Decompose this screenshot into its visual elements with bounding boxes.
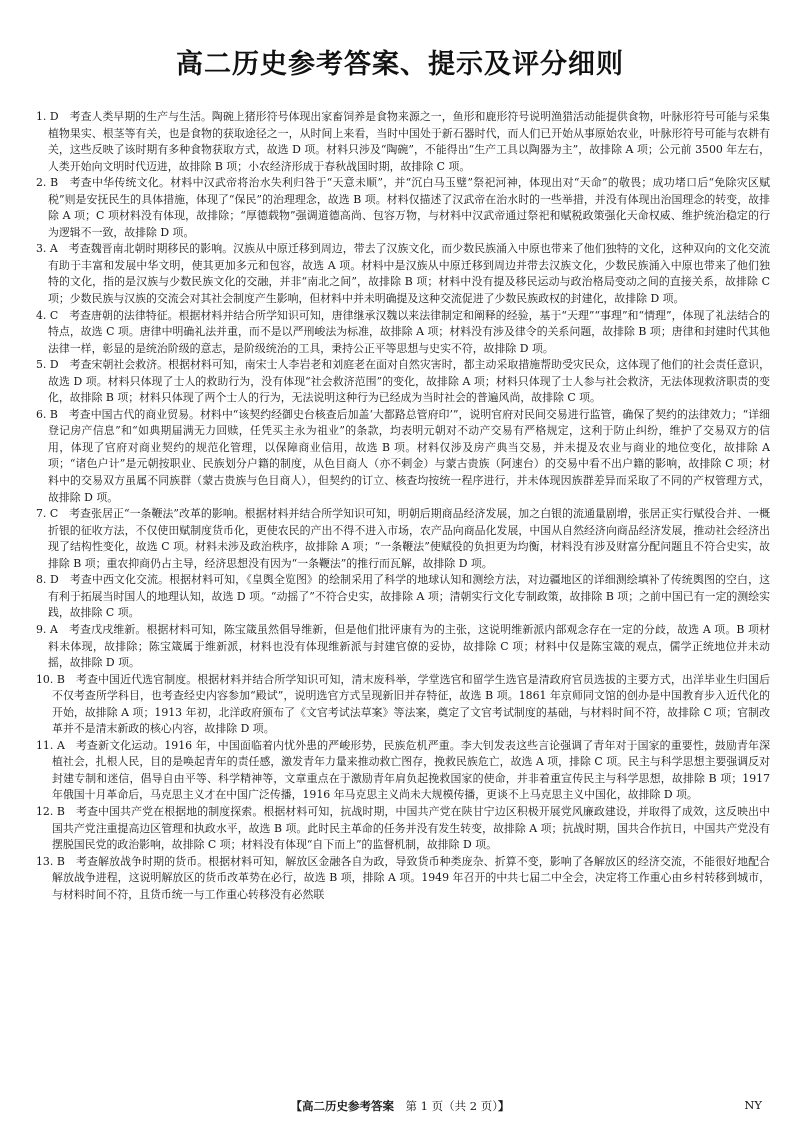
page-title: 高二历史参考答案、提示及评分细则 — [176, 49, 624, 80]
answer-list — [36, 109, 770, 903]
answer-item-13: 13. B 考查解放战争时期的货币。根据材料可知，解放区金融各自为政，导致货币种类庞杂、折算不变，影响了各解放区的经济交流，不能很好地配合解放战争进程，这说明解放区的货币改革势在必行，故选 B 项，排除 A 项。1949 年召开的中共七届二中全会，决定将工作重心由乡村转移到城市，与材料时间不符，且货币统一与工作重心转移没有必然联 — [36, 854, 770, 901]
answer-item-9: 9. A 考查戊戌维新。根据材料可知，陈宝箴虽然倡导维新，但是他们批评康有为的主张，这说明维新派内部观念存在一定的分歧，故选 A 项。B 项材料未体现，故排除；陈宝箴属于维新派，材料也没有体现维新派与封建官僚的妥协，故排除 C 项；材料中仅是陈宝箴的观点，儒学正统地位并未动摇，故排除 D 项。 — [36, 622, 770, 670]
answer-item-2: 2. B 考查中华传统文化。材料中汉武帝将治水失利归咎于“天意未顺”，并“沉白马玉璧”祭祀河神，体现出对“天命”的敬畏；成功堵口后“免除灾区赋税”则是安抚民生的具体措施，体现了“保民”的治理理念，故选 B 项。材料仅描述了汉武帝在治水时的一些举措，并没有体现出治国理念的转变，故排除 A 项；C 项材料没有体现，故排除；“厚德载物”强调道德高尚、包容万物，与材料中汉武帝通过祭祀和赋税政策强化天命权威、维护统治稳定的行为逻辑不一致，故排除 D 项。 — [36, 176, 770, 239]
answer-item-4: 4. C 考查唐朝的法律特征。根据材料并结合所学知识可知，唐律继承汉魏以来法律制定和阐释的经验，基于“天理”“事理”和“情理”，体现了礼法结合的特点，故选 C 项。唐律中明确礼法并重，而不是以严刑峻法为标准，故排除 A 项；材料没有涉及律令的关系问题，故排除 B 项；唐律和封建时代其他法律一样，彰显的是统治阶级的意志，是阶级统治的工具，秉持公正平等思想与史实不符，故排除 D 项。 — [36, 308, 770, 355]
answer-item-5: 5. D 考查宋朝社会救济。根据材料可知，南宋士人李岩老和刘庭老在面对自然灾害时，都主动采取措施帮助受灾民众，这体现了他们的社会责任意识，故选 D 项。材料只体现了士人的救助行为，没有体现“社会救济范围”的变化，故排除 A 项；材料只体现了士人参与社会救济，无法体现救济职责的变化，故排除 B 项；材料只体现了两个士人的行为，无法说明这种行为已经成为当时社会的普遍风尚，故排除 C 项。 — [36, 358, 770, 405]
footer-code: NY — [744, 1098, 762, 1112]
footer-title: 高二历史参考答案 — [301, 1099, 394, 1113]
answer-item-11: 11. A 考查新文化运动。1916 年，中国面临着内忧外患的严峻形势，民族危机严重。李大钊发表这些言论强调了青年对于国家的重要性，鼓励青年深植社会，扎根人民，目的是唤起青年的责任感，激发青年力量来推动救亡图存，挽救民族危亡，故选 A 项，排除 C 项。民主与科学思想主要强调反对封建专制和迷信，倡导自由平等、科学精神等，文章重点在于激励青年肩负起挽救国家的使命，并非着重宣传民主与科学思想，故排除 B 项；1917 年俄国十月革命后，马克思主义才在中国广泛传播，1916 年马克思主义尚未大规模传播，更谈不上马克思主义中国化，故排除 D 项。 — [36, 738, 770, 802]
answer-item-12: 12. B 考查中国共产党在根据地的制度探索。根据材料可知，抗战时期，中国共产党在陕甘宁边区积极开展党风廉政建设，并取得了成效，这反映出中国共产党注重提高边区管理和执政水平，故选 B 项。此时民主革命的任务并没有发生转变，故排除 A 项；抗战时期，国共合作抗日，中国共产党没有摆脱国民党的政治影响，故排除 C 项；材料没有体现“自下而上”的监督机制，故排除 D 项。 — [36, 804, 770, 852]
footer-open-bracket: 【 — [290, 1099, 302, 1113]
answer-item-10: 10. B 考查中国近代选官制度。根据材料并结合所学知识可知，清末废科举，学堂选官和留学生选官是清政府官员选拔的主要方式，出洋毕业生归国后不仅考查所学科目，也考查经史内容参加“殿试”，说明选官方式呈现新旧并存特征，故选 B 项。1861 年京师同文馆的创办是中国教育步入近代化的开始，故排除 A 项；1913 年初，北洋政府颁布了《文官考试法草案》等法案，奠定了文官考试制度的基础，与材料时间不符，故排除 C 项；官制改革并不是清末新政的核心内容，故排除 D 项。 — [36, 672, 770, 736]
answer-item-6: 6. B 考查中国古代的商业贸易。材料中“该契约经御史台核查后加盖‘大都路总管府印’”，说明官府对民间交易进行监管，确保了契约的法律效力；“详细登记房产信息”和“如典期届满无力回赎，任凭买主永为祖业”的条款，均表明元朝对不动产交易有严格规定，这利于防止纠纷，维护了交易双方的信用，体现了官府对商业契约的规范化管理，以保障商业信用，故选 B 项。材料仅涉及房产典当交易，并未提及农业与商业的地位变化，故排除 A 项；“诸色户计”是元朝按职业、民族划分户籍的制度，从色目商人（亦不剌金）与蒙古贵族（阿速台）的交易中看不出户籍的影响，故排除 C 项；材料中的交易双方虽属不同族群（蒙古贵族与色目商人），但契约的订立、核查均按统一程序进行，并未体现因族群差异而采取了不同的产权管理方式，故排除 D 项。 — [36, 407, 770, 504]
answer-item-1: 1. D 考查人类早期的生产与生活。陶碗上猪形符号体现出家畜饲养是食物来源之一，鱼形和鹿形符号说明渔猎活动能提供食物，叶脉形符号可能与采集植物果实、根茎等有关，也是食物的获取途径之一，从时间上来看，当时中国处于新石器时代，而人们已开始从事原始农业，叶脉形符号可能与农耕有关，这些反映了该时期有多种食物获取方式，故选 D 项。材料只涉及“陶碗”，不能得出“生产工具以陶器为主”，故排除 A 项；公元前 3500 年左右，人类开始向文明时代迈进，故排除 B 项；小农经济形成于春秋战国时期，故排除 C 项。 — [36, 110, 770, 173]
answer-item-7: 7. C 考查张居正“一条鞭法”改革的影响。根据材料并结合所学知识可知，明朝后期商品经济发展，加之白银的流通量剧增，张居正实行赋役合并、一概折银的征收方法，不仅使田赋制度货币化，更使农民的产出不得不进入市场，农产品向商品化发展，中国从自然经济向商品经济发展，推动社会经济出现了结构性变化，故选 C 项。材料未涉及政治秩序，故排除 A 项；“一条鞭法”使赋役的负担更为均衡，材料没有涉及财富分配问题且不符合史实，故排除 B 项；重农抑商仍占主导，经济思想没有因为“一条鞭法”的推行而瓦解，故排除 D 项。 — [36, 507, 770, 570]
footer-close-bracket: 】 — [498, 1099, 510, 1113]
answer-item-3: 3. A 考查魏晋南北朝时期移民的影响。汉族从中原迁移到周边，带去了汉族文化，而少数民族涌入中原也带来了他们独特的文化，这种双向的文化交流有助于丰富和发展中华文明，使其更加多元和包容，故选 A 项。材料中是汉族从中原迁移到周边并带去汉族文化，少数民族涌入中原也带来了他们独特的文化，指的是汉族与少数民族文化的交融，并非“南北之间”，故排除 B 项；材料中没有提及移民运动与政治格局变动之间的直接关系，故排除 C 项；少数民族与汉族的交流会对其社会制度产生影响，但材料中并未明确提及这种交流促进了少数民族政权的封建化，故排除 D 项。 — [36, 242, 770, 306]
footer-label — [0, 1098, 800, 1114]
footer-page-number: 第 1 页（共 2 页） — [405, 1099, 498, 1113]
answer-item-8: 8. D 考查中西文化交流。根据材料可知，《皇舆全览图》的绘制采用了科学的地球认知和测绘方法，对边疆地区的详细测绘填补了传统舆图的空白，这有利于拓展当时国人的地理认知，故选 D 项。“动摇了”不符合史实，故排除 A 项；清朝实行文化专制政策，故排除 B 项；之前中国已有一定的测绘实践，故排除 C 项。 — [36, 573, 770, 620]
